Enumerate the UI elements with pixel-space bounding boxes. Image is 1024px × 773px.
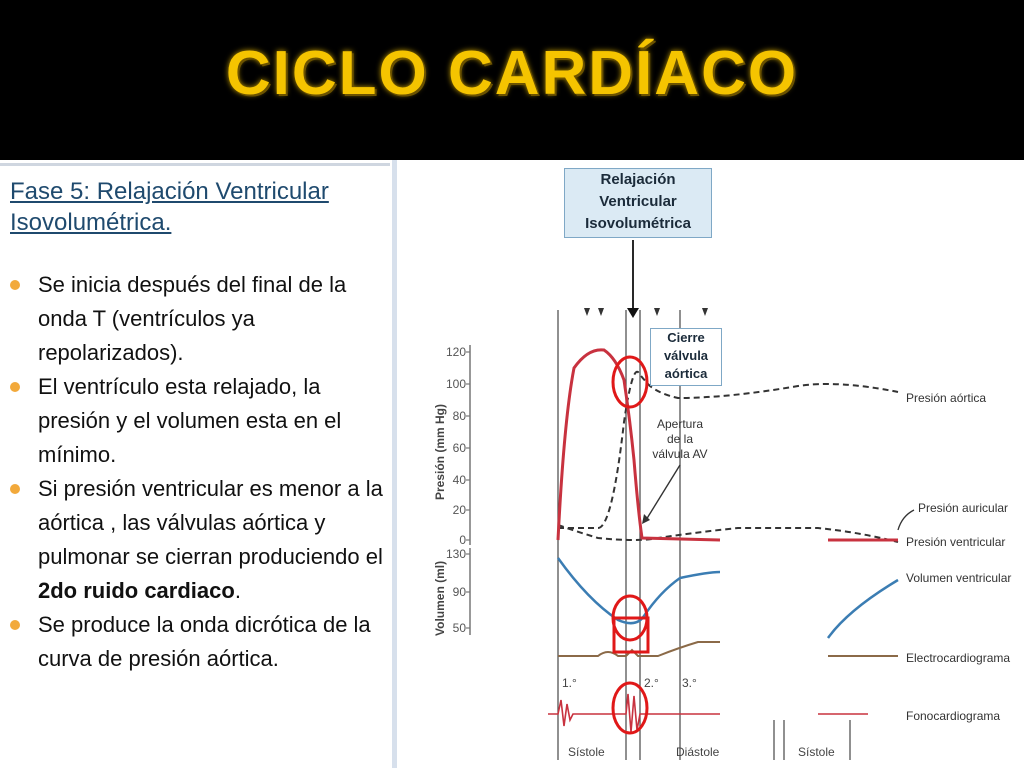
callout-line: Cierre bbox=[667, 330, 705, 345]
apertura-line: Apertura bbox=[656, 417, 704, 431]
slide-title: CICLO CARDÍACO bbox=[225, 39, 799, 108]
tick-label: 0 bbox=[459, 533, 466, 547]
callout-cierre bbox=[650, 328, 722, 386]
panel-divider bbox=[392, 160, 397, 768]
bullet-text: Si presión ventricular es menor a la aórtica , las válvulas aórtica y pulmonar se cierran produciendo el bbox=[38, 476, 383, 569]
sound-label: 3.° bbox=[682, 676, 697, 690]
phase-title bbox=[10, 176, 390, 238]
phase-label-systole-2: Sístole bbox=[798, 745, 835, 759]
bullet-list bbox=[8, 268, 386, 676]
bullet-bold-text: 2do ruido cardiaco bbox=[38, 578, 235, 603]
atrial-pointer bbox=[898, 510, 914, 530]
bullet-item bbox=[8, 268, 386, 370]
tick-label: 80 bbox=[452, 409, 466, 423]
callout-line: válvula bbox=[663, 348, 709, 363]
sound-label: 1.° bbox=[562, 676, 577, 690]
bullet-icon bbox=[10, 620, 20, 630]
legend-atrial-pressure: Presión auricular bbox=[918, 501, 1009, 515]
bullet-item bbox=[8, 608, 386, 676]
bullet-text: El ventrículo esta relajado, la presión y el volumen esta en el mínimo. bbox=[38, 374, 342, 467]
legend-aortic-pressure: Presión aórtica bbox=[906, 391, 987, 405]
tick-label: 120 bbox=[445, 345, 466, 359]
tick-label: 60 bbox=[452, 441, 466, 455]
tick-label: 20 bbox=[452, 503, 466, 517]
bullet-text: Se inicia después del final de la onda T (ventrículos ya repolarizados). bbox=[38, 272, 347, 365]
legend bbox=[906, 391, 1011, 723]
apertura-line: de la bbox=[666, 432, 694, 446]
legend-ventricular-volume: Volumen ventricular bbox=[906, 571, 1012, 585]
sound-label: 2.° bbox=[644, 676, 659, 690]
callout-line: Ventricular bbox=[599, 193, 677, 210]
bullet-icon bbox=[10, 484, 20, 494]
tick-label: 100 bbox=[445, 377, 466, 391]
ylabel-pressure: Presión (mm Hg) bbox=[433, 403, 447, 500]
bullet-text: Se produce la onda dicrótica de la curva de presión aórtica. bbox=[38, 612, 371, 671]
phase-title-text: Fase 5: Relajación Ventricular Isovolumétrica. bbox=[10, 178, 329, 236]
tick-label: 130 bbox=[445, 547, 466, 561]
cardiac-cycle-diagram bbox=[398, 160, 1024, 768]
legend-phonocardiogram: Fonocardiograma bbox=[906, 709, 1001, 723]
bullet-item bbox=[8, 370, 386, 472]
callout-line: Isovolumétrica bbox=[585, 215, 691, 232]
callout-line: aórtica bbox=[664, 366, 708, 381]
callout-relajacion bbox=[564, 168, 712, 238]
tick-label: 50 bbox=[452, 621, 466, 635]
ylabel-volume: Volumen (ml) bbox=[433, 560, 447, 636]
phase-label-systole: Sístole bbox=[568, 745, 605, 759]
bullet-icon bbox=[10, 280, 20, 290]
bullet-text-end: . bbox=[234, 578, 241, 603]
bullet-item bbox=[8, 472, 386, 608]
callout-line: Relajación bbox=[600, 171, 676, 188]
phase-label-diastole: Diástole bbox=[676, 745, 720, 759]
apertura-line: válvula AV bbox=[652, 447, 708, 461]
tick-label: 40 bbox=[452, 473, 466, 487]
tick-label: 90 bbox=[452, 585, 466, 599]
bullet-icon bbox=[10, 382, 20, 392]
legend-ecg: Electrocardiograma bbox=[906, 651, 1011, 665]
diagram-svg bbox=[398, 160, 1024, 768]
title-separator bbox=[0, 163, 390, 166]
legend-ventricular-pressure: Presión ventricular bbox=[906, 535, 1006, 549]
